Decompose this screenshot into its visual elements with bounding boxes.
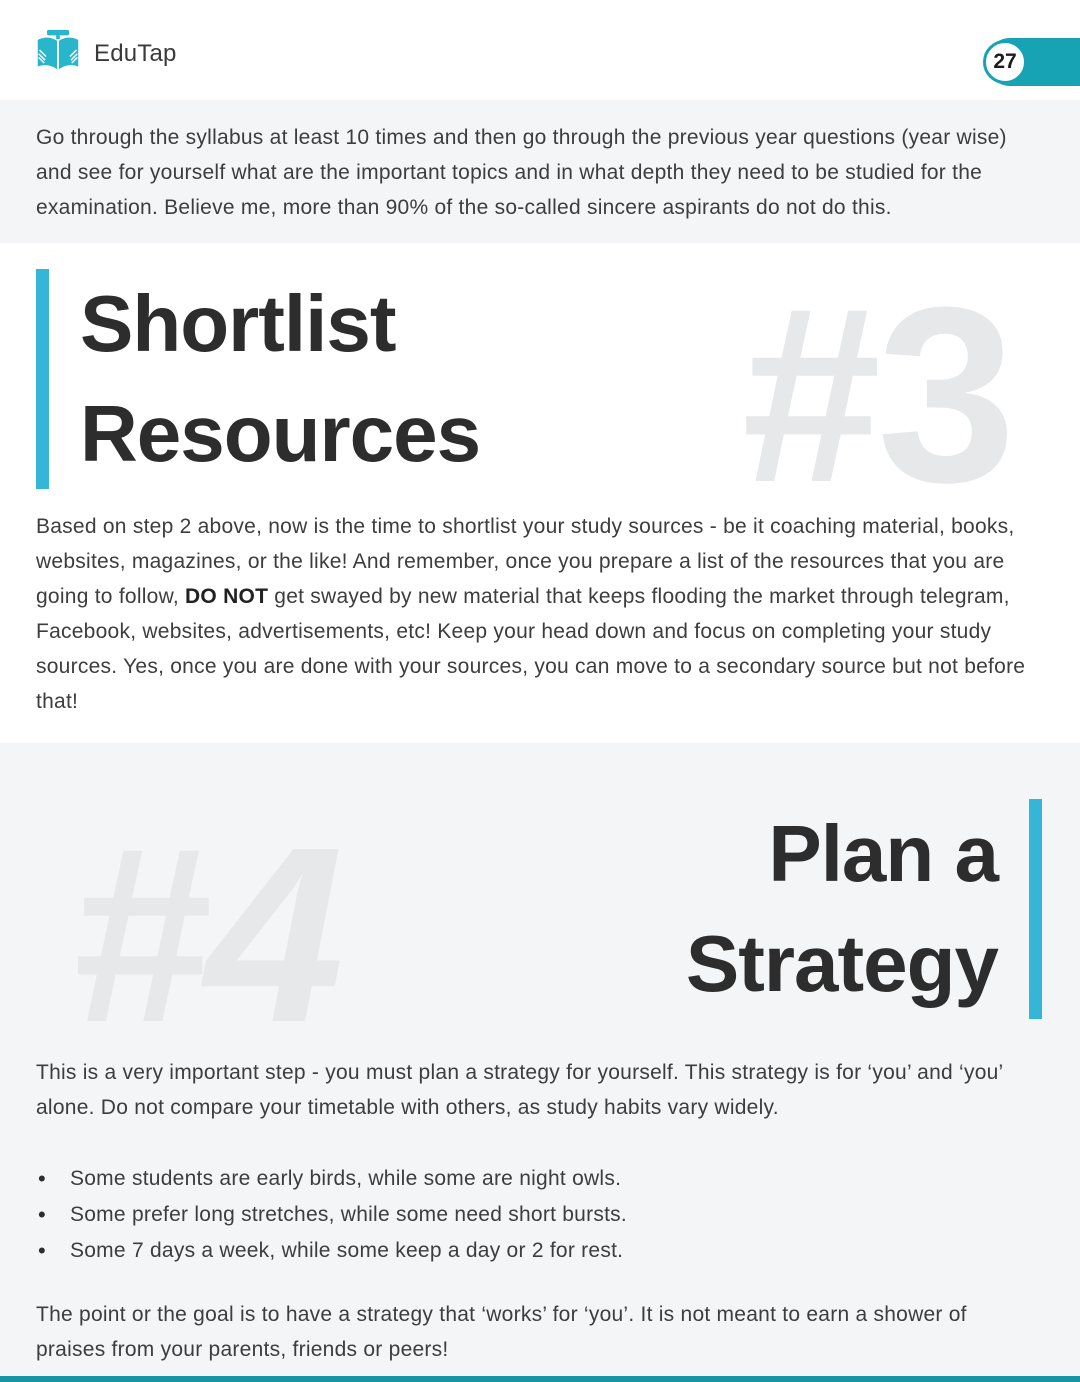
bullet-item: • Some 7 days a week, while some keep a day or 2 for rest. [36,1233,1040,1269]
accent-bar-left [36,269,49,489]
header [0,0,1080,100]
footer-accent-bar [0,1376,1080,1382]
section-4-intro-paragraph: This is a very important step - you must plan a strategy for yourself. This strategy is for ‘you’ and ‘you’ alone. Do not compare your timetable with others, as study habits vary widely. [36,1061,1003,1119]
section-3-paragraph-part1: Based on step 2 above, now is the time to shortlist your study sources - be it coaching material, books, websites, magazines, or the like! And remember, once you prepare a list of the resources that you are going to follow, [36,515,1015,608]
section-4-outro-paragraph: The point or the goal is to have a strategy that ‘works’ for ‘you’. It is not meant to earn a shower of praises from your parents, friends or peers! [36,1303,967,1361]
brand [34,28,177,79]
section-3-title-line2: Resources [80,389,481,478]
section-4-title-line2: Strategy [685,919,998,1008]
brand-name: EduTap [94,39,177,67]
intro-paragraph-band [0,100,1080,243]
section-plan-a-strategy [0,743,1080,1382]
section-3-title [80,269,480,489]
page-number-badge [983,40,1027,84]
accent-bar-right [1029,799,1042,1019]
page-number-tab [986,38,1080,86]
intro-paragraph: Go through the syllabus at least 10 times and then go through the previous year questions (year wise) and see for yourself what are the important topics and in what depth they need to be studied for the examination. Believe me, more than 90% of the so-called sincere aspirants do not do this. [36,126,1007,219]
section-3-paragraph [36,509,1040,743]
section-3-title-line1: Shortlist [80,279,396,368]
section-4-ghost-number: #4 [70,795,341,1074]
strategy-bullet-list [36,1161,1040,1269]
section-3-paragraph-part2: get swayed by new material that keeps flooding the market through telegram, Facebook, websites, advertisements, etc! Keep your head down and focus on completing your study sources. Yes, once you are done with your sources, you can move to a secondary source but not before that! [36,585,1026,713]
section-4-title [686,799,998,1019]
bullet-item: • Some prefer long stretches, while some need short bursts. [36,1197,1040,1233]
section-shortlist-resources [0,243,1080,743]
section-3-paragraph-bold: DO NOT [185,585,269,608]
section-3-heading-block [36,269,1080,489]
edutap-logo-icon [34,28,82,79]
section-3-ghost-number: #3 [741,255,1012,534]
section-4-heading-block [0,799,1042,1019]
section-4-title-line1: Plan a [768,809,998,898]
page-number: 27 [993,50,1017,73]
bullet-item: • Some students are early birds, while some are night owls. [36,1161,1040,1197]
